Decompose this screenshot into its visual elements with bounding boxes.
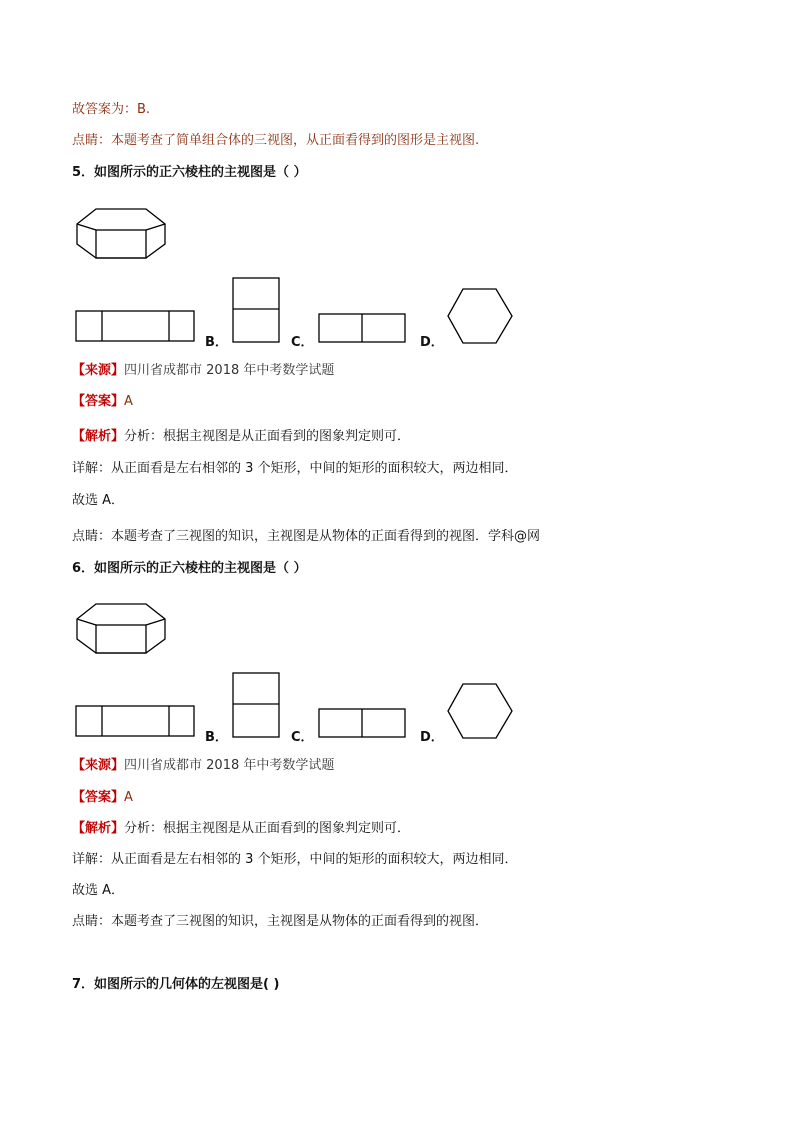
q6-detail: 详解：从正面看是左右相邻的 3 个矩形，中间的矩形的面积较大，两边相同． <box>72 852 518 867</box>
q6-analysis-text: 分析：根据主视图是从正面看到的图象判定则可． <box>124 821 411 836</box>
q6-source-tag: 【来源】 <box>72 758 125 773</box>
prev-comment-line: 点睛：本题考查了简单组合体的三视图，从正面看得到的图形是主视图. <box>72 133 480 148</box>
q5-prism-figure <box>74 206 168 260</box>
q5-question: 5．如图所示的正六棱柱的主视图是（ ） <box>72 165 307 180</box>
q5-choose: 故选 A． <box>72 493 125 508</box>
q6-choose: 故选 A． <box>72 883 125 898</box>
q5-comment: 点睛：本题考查了三视图的知识，主视图是从物体的正面看得到的视图．学科@网 <box>72 529 541 544</box>
q6-source-text: 四川省成都市 2018 年中考数学试题 <box>124 758 335 773</box>
q5-analysis-tag: 【解析】 <box>72 429 125 444</box>
q6-option-a-figure <box>75 704 197 738</box>
q5-source-tag: 【来源】 <box>72 363 125 378</box>
q5-source <box>72 362 334 380</box>
q5-source-text: 四川省成都市 2018 年中考数学试题 <box>124 363 335 378</box>
q5-option-c-figure <box>317 312 409 344</box>
q5-analysis-text: 分析：根据主视图是从正面看到的图象判定则可． <box>124 429 411 444</box>
q5-option-d-hexagon <box>446 287 514 345</box>
q6-answer <box>72 789 133 807</box>
q6-answer-text: A <box>124 790 133 805</box>
prev-answer-line: 故答案为：B. <box>72 102 151 117</box>
q6-analysis-tag: 【解析】 <box>72 821 125 836</box>
q6-source <box>72 757 334 775</box>
q6-option-d-hexagon <box>446 682 514 740</box>
q5-answer-text: A <box>124 394 133 409</box>
q6-comment: 点睛：本题考查了三视图的知识，主视图是从物体的正面看得到的视图． <box>72 914 489 929</box>
q5-option-d-label: D． <box>420 335 444 350</box>
q6-prism-figure <box>74 601 168 655</box>
q6-option-b-label: B． <box>205 730 228 745</box>
q5-answer-tag: 【答案】 <box>72 394 125 409</box>
q6-question: 6．如图所示的正六棱柱的主视图是（ ） <box>72 561 307 576</box>
q7-question: 7．如图所示的几何体的左视图是( ) <box>72 977 280 992</box>
q6-analysis <box>72 820 410 838</box>
q5-option-b-figure <box>231 276 283 346</box>
q5-answer <box>72 393 133 411</box>
q6-answer-tag: 【答案】 <box>72 790 125 805</box>
q5-option-b-label: B． <box>205 335 228 350</box>
q5-detail: 详解：从正面看是左右相邻的 3 个矩形，中间的矩形的面积较大，两边相同． <box>72 461 518 476</box>
q5-option-c-label: C． <box>291 335 314 350</box>
q6-option-c-label: C． <box>291 730 314 745</box>
q6-option-c-figure <box>317 707 409 739</box>
q5-analysis <box>72 428 410 446</box>
q6-option-b-figure <box>231 671 283 741</box>
q5-option-a-figure <box>75 309 197 343</box>
q6-option-d-label: D． <box>420 730 444 745</box>
